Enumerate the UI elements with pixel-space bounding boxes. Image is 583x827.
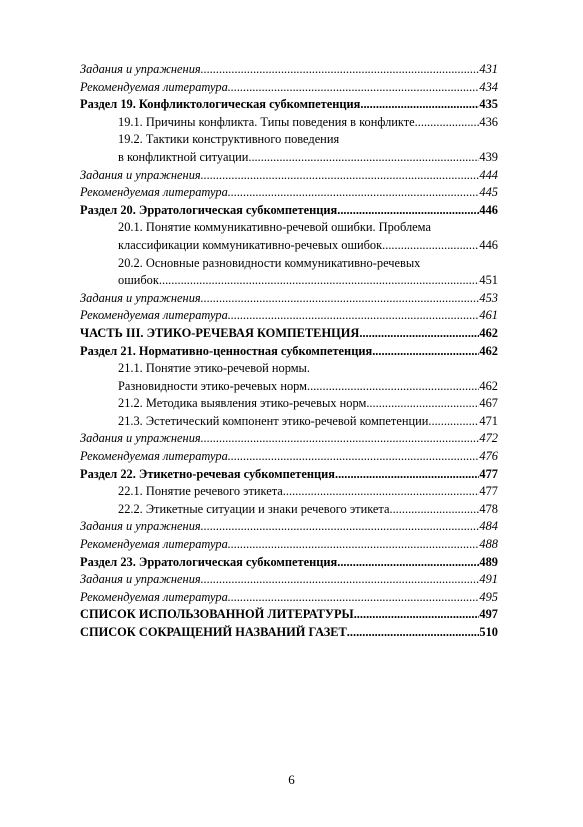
toc-entry <box>80 589 498 607</box>
toc-page-number: 489 <box>479 554 498 569</box>
toc-dot-leader <box>307 378 479 396</box>
toc-section-heading <box>80 624 498 642</box>
toc-entry-title: ЧАСТЬ III. ЭТИКО-РЕЧЕВАЯ КОМПЕТЕНЦИЯ <box>80 325 360 340</box>
toc-section-heading <box>80 202 498 220</box>
toc-entry-title: Раздел 19. Конфликтологическая субкомпетенция <box>80 97 361 112</box>
toc-entry-title: Рекомендуемая литература <box>80 537 228 552</box>
toc-entry-title: Раздел 20. Эрратологическая субкомпетенция <box>80 202 338 217</box>
toc-section-heading <box>80 96 498 114</box>
toc-dot-leader <box>201 290 480 308</box>
toc-page-number: 477 <box>479 466 498 481</box>
toc-section-heading <box>80 325 498 343</box>
toc-dot-leader <box>337 202 479 220</box>
toc-entry <box>80 184 498 202</box>
toc-entry-title: 19.1. Причины конфликта. Типы поведения в конфликте <box>118 114 415 129</box>
toc-page-number: 462 <box>479 343 498 358</box>
toc-page-number: 477 <box>479 484 498 499</box>
toc-entry-title: Задания и упражнения <box>80 519 201 534</box>
toc-entry <box>80 448 498 466</box>
toc-entry <box>80 413 498 431</box>
toc-entry <box>80 290 498 308</box>
toc-page-number: 497 <box>479 607 498 622</box>
toc-entry <box>80 378 498 396</box>
toc-entry-continued: 19.2. Тактики конструктивного поведения <box>118 132 340 147</box>
toc-entry-title: Задания и упражнения <box>80 62 201 76</box>
toc-page-number: 436 <box>479 114 498 129</box>
toc-dot-leader <box>366 395 479 413</box>
toc-entry-title: ошибок <box>118 273 159 288</box>
toc-dot-leader <box>201 61 480 79</box>
toc-dot-leader <box>283 483 480 501</box>
toc-entry-title: 22.2. Этикетные ситуации и знаки речевого этикета <box>118 501 390 516</box>
toc-page-number: 444 <box>479 167 498 182</box>
toc-page-number: 462 <box>479 378 498 393</box>
toc-dot-leader <box>228 79 480 97</box>
toc-section-heading <box>80 343 498 361</box>
toc-entry-title: 22.1. Понятие речевого этикета <box>118 484 283 499</box>
table-of-contents <box>80 61 498 642</box>
toc-page-number: 491 <box>479 572 498 587</box>
toc-dot-leader <box>248 149 479 167</box>
toc-entry-title: Раздел 22. Этикетно-речевая субкомпетенция <box>80 466 335 481</box>
toc-page-number: 488 <box>479 537 498 552</box>
toc-dot-leader <box>228 184 480 202</box>
toc-section-heading <box>80 606 498 624</box>
toc-entry-title: Рекомендуемая литература <box>80 449 228 464</box>
toc-page-number: 431 <box>479 62 498 76</box>
toc-entry-title: классификации коммуникативно-речевых ошибок <box>118 237 383 252</box>
toc-entry-title: СПИСОК СОКРАЩЕНИЙ НАЗВАНИЙ ГАЗЕТ <box>80 625 347 639</box>
toc-entry-title: СПИСОК ИСПОЛЬЗОВАННОЙ ЛИТЕРАТУРЫ <box>80 607 354 622</box>
toc-entry-continued: 20.2. Основные разновидности коммуникативно-речевых <box>118 255 421 270</box>
toc-dot-leader <box>201 167 480 185</box>
toc-page-number: 439 <box>479 149 498 164</box>
toc-page-number: 446 <box>479 202 498 217</box>
toc-entry <box>80 307 498 325</box>
toc-dot-leader <box>201 518 480 536</box>
toc-entry <box>80 483 498 501</box>
toc-entry <box>80 167 498 185</box>
toc-page-number: 478 <box>479 501 498 516</box>
toc-entry-title: Раздел 21. Нормативно-ценностная субкомпетенция <box>80 343 373 358</box>
toc-entry-title: Разновидности этико-речевых норм <box>118 378 308 393</box>
toc-dot-leader <box>228 307 480 325</box>
toc-entry <box>80 536 498 554</box>
toc-page-number: 471 <box>479 413 498 428</box>
toc-entry <box>80 571 498 589</box>
toc-dot-leader <box>360 96 479 114</box>
toc-entry <box>80 395 498 413</box>
toc-dot-leader <box>428 413 479 431</box>
toc-page-number: 445 <box>479 185 498 200</box>
toc-dot-leader <box>354 606 480 624</box>
toc-dot-leader <box>201 571 480 589</box>
toc-dot-leader <box>347 624 480 642</box>
toc-page-number: 434 <box>479 79 498 94</box>
toc-dot-leader <box>337 554 479 572</box>
toc-page-number: 484 <box>479 519 498 534</box>
toc-page-number: 472 <box>479 431 498 446</box>
toc-dot-leader <box>335 466 479 484</box>
toc-entry-title: Рекомендуемая литература <box>80 185 228 200</box>
toc-entry-title: Рекомендуемая литература <box>80 79 228 94</box>
toc-entry <box>80 272 498 290</box>
toc-entry-title: Рекомендуемая литература <box>80 589 228 604</box>
toc-entry-title: Задания и упражнения <box>80 431 201 446</box>
toc-entry-continued: 21.1. Понятие этико-речевой нормы. <box>118 361 310 376</box>
toc-page-number: 467 <box>479 396 498 411</box>
toc-page-number: 510 <box>479 625 498 639</box>
toc-entry <box>80 114 498 132</box>
toc-page-number: 495 <box>479 589 498 604</box>
toc-entry-title: Задания и упражнения <box>80 167 201 182</box>
toc-entry-continued: 20.1. Понятие коммуникативно-речевой ошибки. Проблема <box>118 220 431 235</box>
toc-entry <box>80 501 498 519</box>
toc-page-number: 435 <box>479 97 498 112</box>
toc-dot-leader <box>228 448 480 466</box>
toc-entry-title: Задания и упражнения <box>80 572 201 587</box>
toc-dot-leader <box>201 430 480 448</box>
toc-dot-leader <box>359 325 479 343</box>
toc-page-number: 461 <box>479 308 498 323</box>
toc-entry <box>80 518 498 536</box>
toc-section-heading <box>80 466 498 484</box>
toc-dot-leader <box>372 343 479 361</box>
toc-dot-leader <box>415 114 480 132</box>
toc-entry <box>80 237 498 255</box>
toc-entry-title: 21.2. Методика выявления этико-речевых норм <box>118 396 367 411</box>
toc-entry <box>80 149 498 167</box>
toc-page-number: 451 <box>479 273 498 288</box>
toc-entry-title: 21.3. Эстетический компонент этико-речевой компетенции <box>118 413 429 428</box>
toc-page-number: 462 <box>479 325 498 340</box>
toc-page-number: 446 <box>479 237 498 252</box>
toc-section-heading <box>80 554 498 572</box>
toc-page-number: 476 <box>479 449 498 464</box>
toc-dot-leader <box>228 536 480 554</box>
page-number: 6 <box>288 772 295 787</box>
toc-dot-leader <box>159 272 480 290</box>
toc-dot-leader <box>228 589 480 607</box>
toc-entry-title: Раздел 23. Эрратологическая субкомпетенция <box>80 554 338 569</box>
toc-dot-leader <box>382 237 479 255</box>
toc-page-number: 453 <box>479 290 498 305</box>
toc-entry <box>80 79 498 97</box>
toc-dot-leader <box>389 501 479 519</box>
toc-entry <box>80 430 498 448</box>
toc-entry <box>80 61 498 79</box>
toc-entry-title: в конфликтной ситуации <box>118 149 249 164</box>
toc-entry-title: Задания и упражнения <box>80 290 201 305</box>
toc-entry-title: Рекомендуемая литература <box>80 308 228 323</box>
